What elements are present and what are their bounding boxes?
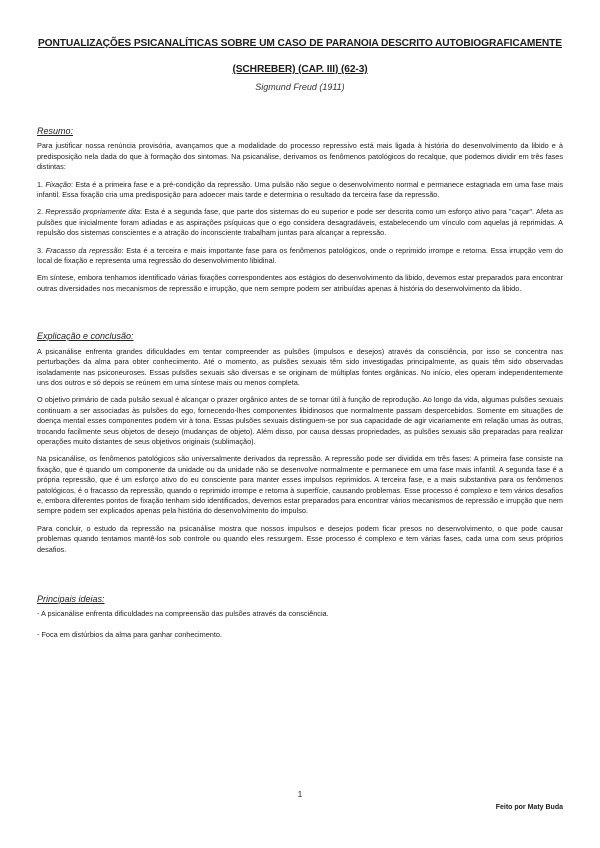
section-heading-ideias: Principais ideias: (37, 594, 105, 604)
phase-text: : Esta é a terceira e mais importante fase para os fenômenos patológicos, onde o reprimido irrompe e retorna. Essa irrupção vem do local de fixação e representa uma regressão do desenvolvimento libidinal. (37, 245, 563, 266)
document-author: Sigmund Freud (1911) (255, 82, 345, 92)
phase-name: Fixação (45, 179, 71, 189)
document-body (37, 126, 563, 650)
phase-name: Fracasso da repressão (45, 245, 122, 255)
phase-label: 3. (37, 245, 46, 255)
resumo-summary: Em síntese, embora tenhamos identificado várias fixações correspondentes aos estágios do desenvolvimento da libido, devemos estar preparados para encontrar outras diversidades nos mecanismos de repressão e irrupção, que nem sempre podem ser atribuídas apenas à história do desenvolvimento da libido. (37, 273, 563, 293)
idea-item: - Foca em distúrbios da alma para ganhar conhecimento. (37, 629, 222, 639)
document-title-line-1: PONTUALIZAÇÕES PSICANALÍTICAS SOBRE UM CASO DE PARANOIA DESCRITO AUTOBIOGRAFICAMENTE (37, 38, 562, 49)
section-heading-resumo: Resumo: (37, 126, 74, 136)
phase-name: Repressão propriamente dita (45, 207, 141, 217)
explicacao-paragraph: A psicanálise enfrenta grandes dificuldades em tentar compreender as pulsões (impulsos e desejos) através da consciência, por isso se concentra nas perturbações da alma para obter conhecimento. Até o momento, as pulsões sexuais têm sido investigadas principalmente, as quais têm sido observadas isoladamente nas psiconeuroses. Essas pulsões sexuais são diversas e se originam de múltiplas fontes orgânicas. No início, eles operam independentemente uns dos outros e só depois se reúnem em uma síntese mais ou menos completa. (37, 346, 563, 387)
phase-text: : Esta é a segunda fase, que parte dos sistemas do eu superior e pode ser descrita como um esforço ativo para "caçar". Afeta as pulsões que inicialmente foram adiadas e as aspirações psíquicas que o ego considera desagradáveis, estabelecendo um vínculo com aquelas já reprimidas. A repulsão dos sistemas conscientes e a atração do inconsciente trabalham juntas para alcançar a repressão. (37, 207, 564, 238)
resumo-intro: Para justificar nossa renúncia provisória, avançamos que a modalidade do processo repressivo está mais ligada à história do desenvolvimento da libido e à predisposição nela dada do que à formação dos sintomas. Na psicanálise, derivamos os fenômenos patológicos do recalque, que podemos dividir em três fases distintas: (37, 141, 563, 172)
section-heading-explicacao: Explicação e conclusão: (37, 331, 134, 342)
phase-text: : Esta é a primeira fase e a pré-condição da repressão. Uma pulsão não segue o desenvolvimento normal e permanece estagnada em uma fase mais infantil. Essa fixação cria uma predisposição para adoecer mais tarde e determina o resultado da terceira fase da repressão. (37, 179, 563, 200)
phase-item (37, 180, 563, 201)
author-credit: Feito por Maty Buda (495, 804, 563, 811)
explicacao-paragraph: Na psicanálise, os fenômenos patológicos são universalmente derivados da repressão. A repressão pode ser dividida em três fases: A primeira fase consiste na fixação, que é quando um componente da unidade ou da unidade não se desenvolve normalmente e permanece em uma fase mais infantil. A segunda fase é a própria repressão, que é um esforço ativo do eu consciente para manter esses impulsos reprimidos. A terceira fase, e a mais substantiva para os fenômenos patológicos, é o fracasso da repressão, quando o reprimido irrompe e retorna à superfície, causando problemas. Esse processo é complexo e tem vários desafios e, embora diferentes pontos de fixação tenham sido identificados, devemos estar preparados para encontrar vários mecanismos de repressão e irrupção que nem sempre podem ser explicados apenas pela história do desenvolvimento do impulso. (37, 454, 563, 516)
phase-item (37, 207, 563, 238)
phase-item (37, 246, 563, 267)
phase-label: 1. (37, 179, 46, 189)
explicacao-paragraph: Para concluir, o estudo da repressão na psicanálise mostra que nossos impulsos e desejos podem ficar presos no desenvolvimento, o que pode causar problemas quando tentamos mantê-los sob controle ou quando eles ressurgem. Esse processo é complexo e tem várias fases, cada uma com seus próprios desafios. (37, 523, 563, 554)
document-title-line-2: (SCHREBER) (CAP. III) (62-3) (232, 64, 368, 75)
explicacao-paragraph: O objetivo primário de cada pulsão sexual é alcançar o prazer orgânico antes de se tornar útil à função de reprodução. Ao longo da vida, algumas pulsões sexuais continuam a ser associadas às pulsões do ego, fornecendo-lhes componentes libidinosos que normalmente passam despercebidos. Somente em situações de doença mental esses componentes podem vir à tona. Essas pulsões sexuais distinguem-se por sua capacidade de agir vicariamente em relação umas às outras, trocando facilmente seus objetos de desejo (mudanças de objeto). Além disso, por causa dessas propriedades, as pulsões sexuais são preparadas para realizar operações muito distantes de seus objetivos originais (sublimação). (37, 395, 563, 446)
page-number: 1 (297, 790, 303, 799)
phase-label: 2. (37, 207, 46, 217)
idea-item: - A psicanálise enfrenta dificuldades na compreensão das pulsões através da consciência. (37, 609, 329, 619)
